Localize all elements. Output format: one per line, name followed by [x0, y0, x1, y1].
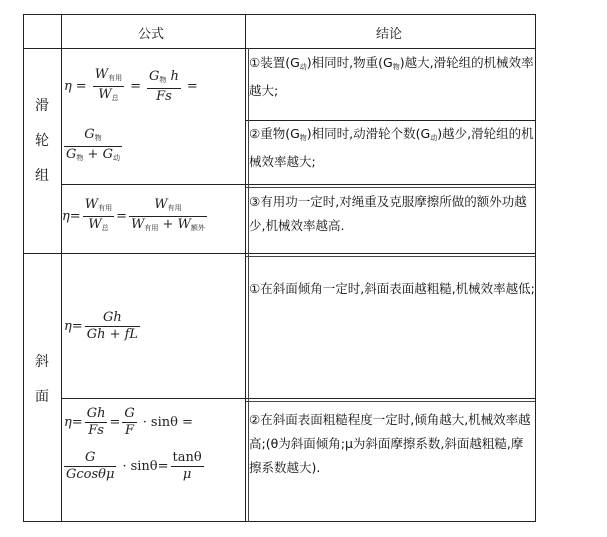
rule-incline-r1 — [61, 398, 535, 399]
conclusion-pulley-1: ①装置$(G_动)$相同时,物重$(G_物)$越大,滑轮组的机械效率越大; — [249, 55, 534, 98]
rule-pulley-r1 — [245, 120, 535, 121]
rule-col2 — [245, 14, 246, 522]
rule-pulley-r2 — [61, 184, 535, 185]
conclusion-pulley-3: ③有用功一定时,对绳重及克服摩擦所做的额外功越少,机械效率越高. — [249, 194, 527, 233]
fraction-g-over-g-plus-g: $\frac{G_物}{G_物 + G_动}$ — [66, 127, 120, 162]
fraction-g-over-gcos: $\frac{G}{Gcos\theta\mu}$ — [66, 450, 115, 482]
section-label-pulley: 滑 轮 组 — [35, 98, 49, 184]
conclusion-incline-2: ②在斜面表面粗糙程度一定时,倾角越大,机械效率越高;(θ为斜面倾角;μ为斜面摩擦系数,斜面越粗糙,摩擦系数越大). — [249, 412, 531, 475]
fraction-gh-over-fs-2: $\frac{Gh}{Fs}$ — [86, 406, 106, 438]
fraction-tan-over-mu: $\frac{\tan\theta}{\mu}$ — [172, 450, 202, 482]
fraction-w-useful-over-total: $\frac{W_{有用}}{W_总}$ — [94, 67, 123, 102]
header-formula: 公式 — [138, 27, 165, 42]
formula-pulley-1: η = $\frac{W_{有用}}{W_总}$ = $\frac{G_物 h}{Fs}$ = — [64, 67, 198, 104]
formula-incline-2: η= $\frac{Gh}{Fs}$ = $\frac{G}{F}$ · sinθ = — [64, 406, 193, 438]
rule-inner-2 — [245, 256, 535, 257]
fraction-gh-over-gh-plus-fl: $\frac{Gh}{Gh + fL}$ — [86, 310, 139, 342]
fraction-w-useful-over-total-2: $\frac{W_{有用}}{W_总}$ — [84, 197, 113, 232]
rule-inner-3 — [245, 401, 535, 402]
fraction-w-useful-over-sum: $\frac{W_{有用}}{W_{有用} + W_{额外}}$ — [130, 197, 205, 232]
rule-bottom — [23, 521, 535, 522]
rule-header — [23, 48, 535, 49]
rule-col1 — [61, 14, 62, 522]
formula-pulley-1-cont — [62, 128, 124, 165]
formula-pulley-2: η= $\frac{W_{有用}}{W_总}$ = $\frac{W_{有用}}{W_{有用} + W_{额外}}$ — [62, 198, 244, 235]
fraction-g-over-f: $\frac{G}{F}$ — [124, 406, 135, 438]
rule-right — [535, 14, 536, 522]
conclusion-incline-1: ①在斜面倾角一定时,斜面表面越粗糙,机械效率越低; — [249, 281, 535, 296]
conclusion-pulley-2: ②重物$(G_物)$相同时,动滑轮个数$(G_动)$越少,滑轮组的机械效率越大; — [249, 126, 534, 169]
rule-top — [23, 14, 535, 15]
formula-incline-2-cont: $\frac{G}{Gcos\theta\mu}$ · sinθ= $\frac{\tan\theta}{\mu}$ — [66, 450, 202, 482]
header-conclusion: 结论 — [376, 27, 403, 42]
section-label-incline: 斜 面 — [35, 354, 49, 405]
fraction-gh-over-fs: $\frac{G_物 h}{Fs}$ — [148, 68, 179, 104]
rule-left — [23, 14, 24, 522]
rule-inner-1 — [245, 187, 535, 188]
rule-section — [23, 253, 535, 254]
formula-incline-1: η= $\frac{Gh}{Gh + fL}$ — [64, 310, 139, 342]
